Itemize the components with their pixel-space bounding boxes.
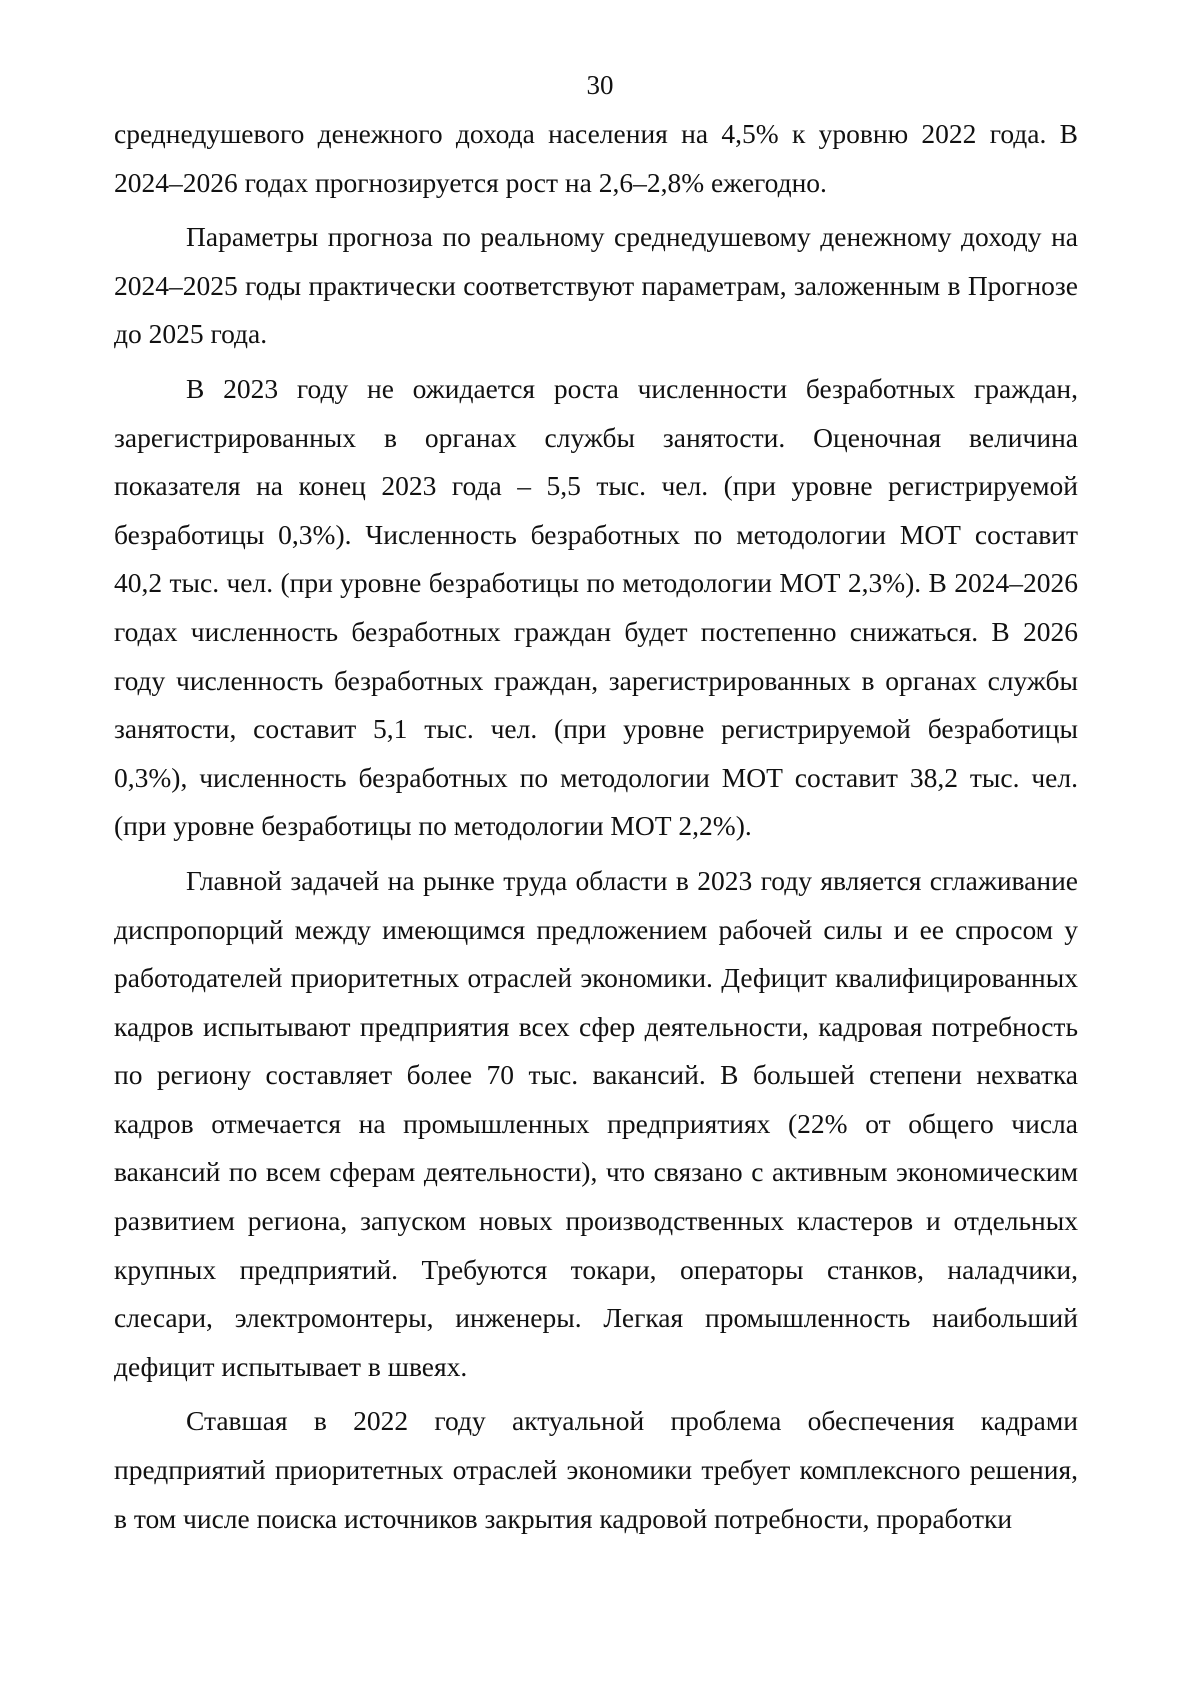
paragraph-labor-market: Главной задачей на рынке труда области в 2023 году является сглаживание диспропорций между имеющимся предложением рабочей силы и ее спросом у работодателей приоритетных отраслей экономики. Дефицит квалифицированных кадров испытывают предприятия всех сфер деятельности, кадровая потребность по региону составляет более 70 тыс. вакансий. В большей степени нехватка кадров отмечается на промышленных предприятиях (22% от общего числа вакансий по всем сферам деятельности), что связано с активным экономическим развитием региона, запуском новых производственных кластеров и отдельных крупных предприятий. Требуются токари, операторы станков, наладчики, слесари, электромонтеры, инженеры. Легкая промышленность наибольший дефицит испытывает в швеях. [114, 864, 1078, 1382]
paragraph-unemployment: В 2023 году не ожидается роста численности безработных граждан, зарегистрированных в органах службы занятости. Оценочная величина показателя на конец 2023 года – 5,5 тыс. чел. (при уровне регистрируемой безработицы 0,3%). Численность безработных по методологии МОТ составит 40,2 тыс. чел. (при уровне безработицы по методологии МОТ 2,3%). В 2024–2026 годах численность безработных граждан будет постепенно снижаться. В 2026 году численность безработных граждан, зарегистрированных в органах службы занятости, составит 5,1 тыс. чел. (при уровне регистрируемой безработицы 0,3%), численность безработных по методологии МОТ составит 38,2 тыс. чел. (при уровне безработицы по методологии МОТ 2,2%). [114, 372, 1078, 842]
paragraph-income-forecast: среднедушевого денежного дохода населения на 4,5% к уровню 2022 года. В 2024–2026 годах прогнозируется рост на 2,6–2,8% ежегодно. [114, 118, 1078, 198]
page-number: 30 [586, 70, 614, 100]
paragraph-staffing-problem: Ставшая в 2022 году актуальной проблема обеспечения кадрами предприятий приоритетных отраслей экономики требует комплексного решения, в том числе поиска источников закрытия кадровой потребности, проработки [114, 1405, 1078, 1534]
document-body [114, 110, 1078, 1549]
paragraph-forecast-parameters: Параметры прогноза по реальному среднедушевому денежному доходу на 2024–2025 годы практически соответствуют параметрам, заложенным в Прогнозе до 2025 года. [114, 221, 1078, 350]
